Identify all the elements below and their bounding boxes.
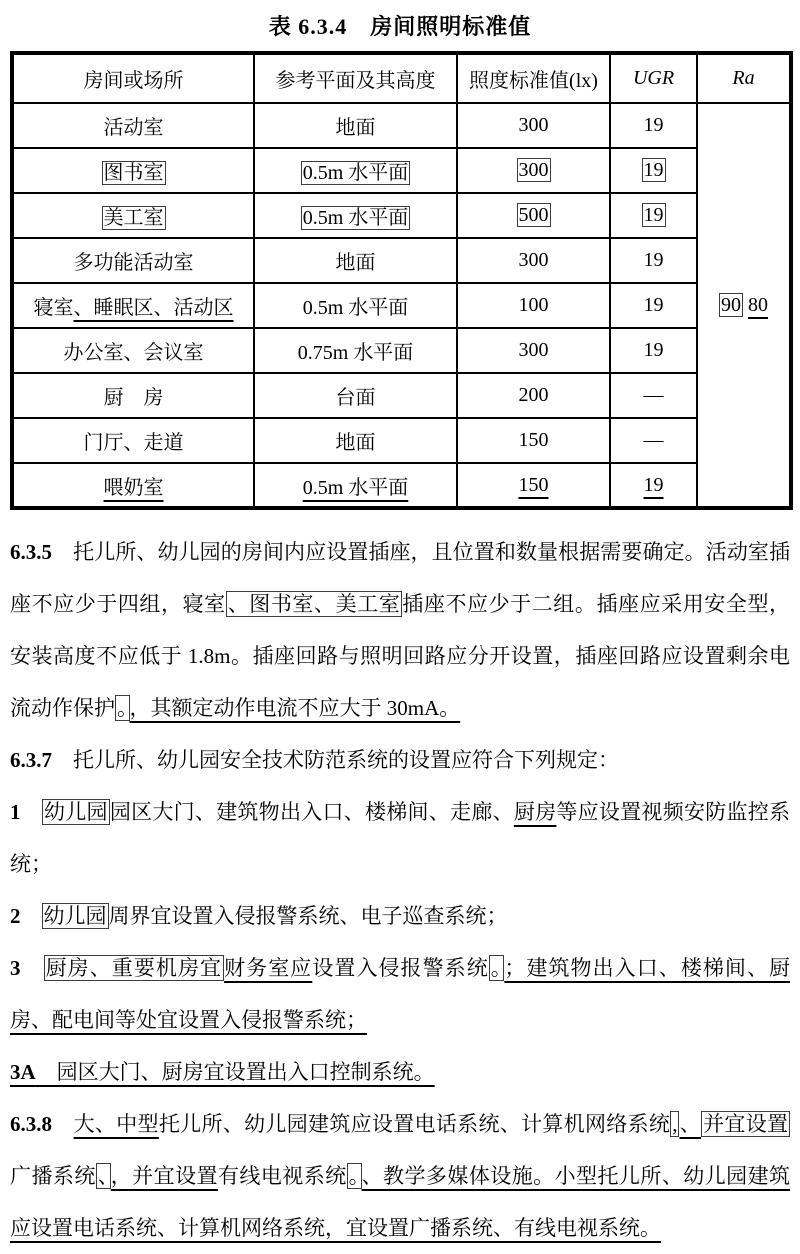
ra-span-cell bbox=[697, 103, 791, 508]
table-row bbox=[12, 193, 791, 238]
text-segment-plain: 地面 bbox=[335, 432, 376, 454]
text-segment-plain: 19 bbox=[643, 294, 664, 316]
table-cell bbox=[610, 103, 697, 148]
column-header: 房间或场所 bbox=[12, 53, 254, 103]
table-cell bbox=[610, 463, 697, 508]
text-segment-underline: 0.5m 水平面 bbox=[302, 476, 409, 499]
table-cell bbox=[12, 463, 254, 508]
text-segment-box: 。 bbox=[490, 956, 503, 980]
text-segment-plain: 多功能活动室 bbox=[73, 252, 194, 274]
text-segment-bold: 6.3.8 bbox=[10, 1112, 52, 1136]
table-title: 表 6.3.4 房间照明标准值 bbox=[268, 14, 532, 39]
text-segment-box: 图书室 bbox=[103, 162, 164, 184]
text-segment-underline: 80 bbox=[748, 293, 768, 316]
table-row bbox=[12, 373, 791, 418]
text-segment-box: 0.5m 水平面 bbox=[302, 207, 409, 229]
table-cell bbox=[254, 463, 457, 508]
text-segment-underline: 厨房 bbox=[513, 800, 557, 824]
clause-6-3-8 bbox=[10, 1098, 790, 1254]
text-segment-box: 90 bbox=[721, 293, 741, 316]
table-cell bbox=[457, 418, 610, 463]
text-segment-plain: 等应设置视频安防监控系统； bbox=[10, 800, 791, 876]
table-row bbox=[12, 53, 791, 103]
text-segment-plain: 厨 房 bbox=[103, 387, 164, 409]
table-cell bbox=[254, 418, 457, 463]
text-segment-box: 300 bbox=[518, 159, 549, 181]
table-cell bbox=[457, 193, 610, 238]
text-segment-plain: 寝室 bbox=[33, 297, 74, 319]
table-cell bbox=[12, 238, 254, 283]
text-segment-underline: ，其额定动作电流不应大于 30mA。 bbox=[129, 696, 461, 720]
table-cell bbox=[610, 148, 697, 193]
table-cell bbox=[610, 193, 697, 238]
text-segment-plain: 0.75m 水平面 bbox=[297, 342, 414, 364]
text-segment-underline: 19 bbox=[643, 473, 664, 496]
text-segment-plain: 200 bbox=[518, 384, 549, 406]
table-cell bbox=[457, 373, 610, 418]
text-segment-box: 19 bbox=[643, 159, 664, 181]
clause-6-3-7-item-2 bbox=[10, 890, 790, 942]
text-segment-plain: 周界宜设置入侵报警系统、电子巡查系统； bbox=[108, 904, 508, 928]
text-segment-plain: 托儿所、幼儿园的房间内应设置插座，且位置和数量根据需要确定。活动室插座不应少于四组，寝室 bbox=[10, 540, 790, 616]
table-cell bbox=[610, 328, 697, 373]
text-segment-plain bbox=[21, 800, 43, 824]
table-row bbox=[12, 283, 791, 328]
text-segment-box: 、图书室、美工室 bbox=[227, 592, 401, 616]
text-segment-plain: 活动室 bbox=[103, 117, 164, 139]
text-segment-plain: 300 bbox=[518, 114, 549, 136]
text-segment-underline: 大、中型 bbox=[73, 1112, 159, 1136]
text-segment-plain: — bbox=[643, 384, 664, 406]
table-cell bbox=[12, 283, 254, 328]
text-segment-plain: 19 bbox=[643, 249, 664, 271]
text-segment-box: 。 bbox=[117, 696, 128, 720]
table-cell bbox=[12, 418, 254, 463]
text-segment-plain: 300 bbox=[518, 339, 549, 361]
clause-6-3-7-item-3a bbox=[10, 1046, 790, 1098]
text-segment-underline: 财务室应 bbox=[224, 956, 313, 980]
table-cell bbox=[457, 328, 610, 373]
text-segment-plain: 100 bbox=[518, 294, 549, 316]
text-segment-underline: ，并宜设置 bbox=[110, 1164, 218, 1188]
text-segment-box: 并宜设置 bbox=[703, 1112, 789, 1136]
text-segment-plain: — bbox=[643, 429, 664, 451]
text-segment-underline: 、教学多媒体设施。小型托儿所、幼儿园建筑应设置电话系统、计算机网络系统，宜设置广播系统、有线电视系统。 bbox=[10, 1164, 791, 1240]
text-segment-plain: 台面 bbox=[335, 387, 376, 409]
table-cell bbox=[457, 283, 610, 328]
text-segment-underline: 园区大门、厨房宜设置出入口控制系统。 bbox=[35, 1060, 435, 1084]
table-header-row bbox=[12, 53, 791, 103]
table-row bbox=[12, 328, 791, 373]
text-segment-plain: 19 bbox=[643, 114, 664, 136]
text-segment-plain: 300 bbox=[518, 249, 549, 271]
clauses-section bbox=[10, 526, 790, 1254]
text-segment-plain: 0.5m 水平面 bbox=[302, 297, 409, 319]
text-segment-box: , bbox=[672, 1112, 678, 1136]
clause-6-3-5 bbox=[10, 526, 790, 734]
clause-6-3-7 bbox=[10, 734, 790, 786]
text-segment-underline: 喂奶室 bbox=[103, 476, 164, 499]
table-cell bbox=[610, 238, 697, 283]
clause-6-3-7-item-1 bbox=[10, 786, 790, 890]
text-segment-plain: 广播系统 bbox=[10, 1164, 96, 1188]
text-segment-bold: 3A bbox=[10, 1060, 36, 1084]
table-cell bbox=[457, 103, 610, 148]
table-cell bbox=[610, 283, 697, 328]
text-segment-underline: 、睡眠区、活动区 bbox=[73, 297, 234, 319]
text-segment-bold: 2 bbox=[10, 904, 21, 928]
text-segment-box: 500 bbox=[518, 204, 549, 226]
text-segment-box: 、 bbox=[97, 1164, 109, 1188]
table-cell bbox=[254, 193, 457, 238]
table-cell bbox=[610, 373, 697, 418]
text-segment-plain bbox=[52, 1112, 74, 1136]
table-cell bbox=[254, 148, 457, 193]
table-cell bbox=[254, 373, 457, 418]
text-segment-plain: 150 bbox=[518, 429, 549, 451]
text-segment-box: 0.5m 水平面 bbox=[302, 162, 409, 184]
text-segment-plain: 地面 bbox=[335, 252, 376, 274]
text-segment-underline: ；建筑物出入口、楼梯间、厨房、配电间等处宜设置入侵报警系统； bbox=[10, 956, 791, 1032]
table-cell bbox=[254, 283, 457, 328]
table-row bbox=[12, 463, 791, 508]
table-cell bbox=[457, 463, 610, 508]
text-segment-plain: 插座不应少于二组。插座应采用安全型，安装高度不应低于 1.8m。插座回路与照明回路应分开设置，插座回路应设置剩余电流动作保护 bbox=[10, 592, 791, 720]
text-segment-box: 厨房、重要机房宜 bbox=[45, 956, 223, 980]
table-row bbox=[12, 238, 791, 283]
table-row bbox=[12, 418, 791, 463]
table-cell bbox=[12, 103, 254, 148]
text-segment-plain: 设置入侵报警系统 bbox=[312, 956, 489, 980]
table-row bbox=[12, 148, 791, 193]
table-cell bbox=[610, 418, 697, 463]
text-segment-bold: 1 bbox=[10, 800, 21, 824]
text-segment-box: 美工室 bbox=[103, 207, 164, 229]
table-cell bbox=[12, 328, 254, 373]
text-segment-plain: 地面 bbox=[335, 117, 376, 139]
text-segment-plain bbox=[21, 956, 44, 980]
text-segment-plain bbox=[21, 904, 42, 928]
text-segment-box: 19 bbox=[643, 204, 664, 226]
column-header: 照度标准值(lx) bbox=[457, 53, 610, 103]
text-segment-underline: 150 bbox=[518, 473, 549, 496]
text-segment-plain: 托儿所、幼儿园安全技术防范系统的设置应符合下列规定： bbox=[52, 748, 619, 772]
column-header: Ra bbox=[697, 53, 791, 103]
text-segment-plain: 有线电视系统 bbox=[217, 1164, 347, 1188]
text-segment-box: 。 bbox=[348, 1164, 360, 1188]
table-cell bbox=[12, 193, 254, 238]
text-segment-bold: 6.3.5 bbox=[10, 540, 52, 564]
text-segment-bold: 3 bbox=[10, 956, 21, 980]
column-header: UGR bbox=[610, 53, 697, 103]
text-segment-plain: 门厅、走道 bbox=[83, 432, 184, 454]
table-cell bbox=[12, 148, 254, 193]
lighting-standards-table bbox=[10, 51, 793, 510]
table-body bbox=[12, 103, 791, 508]
text-segment-box: 幼儿园 bbox=[44, 800, 108, 824]
text-segment-bold: 6.3.7 bbox=[10, 748, 52, 772]
table-row bbox=[12, 103, 791, 148]
text-segment-plain: 办公室、会议室 bbox=[63, 342, 204, 364]
table-cell bbox=[457, 148, 610, 193]
text-segment-box: 幼儿园 bbox=[43, 904, 107, 928]
table-cell bbox=[254, 328, 457, 373]
table-cell bbox=[254, 103, 457, 148]
table-cell bbox=[254, 238, 457, 283]
table-cell bbox=[457, 238, 610, 283]
text-segment-plain: 园区大门、建筑物出入口、楼梯间、走廊、 bbox=[109, 800, 514, 824]
text-segment-plain: 托儿所、幼儿园建筑应设置电话系统、计算机网络系统 bbox=[158, 1112, 671, 1136]
text-segment-underline: 、 bbox=[679, 1112, 702, 1136]
text-segment-plain: 19 bbox=[643, 339, 664, 361]
column-header: 参考平面及其高度 bbox=[254, 53, 457, 103]
clause-6-3-7-item-3 bbox=[10, 942, 790, 1046]
table-cell bbox=[12, 373, 254, 418]
